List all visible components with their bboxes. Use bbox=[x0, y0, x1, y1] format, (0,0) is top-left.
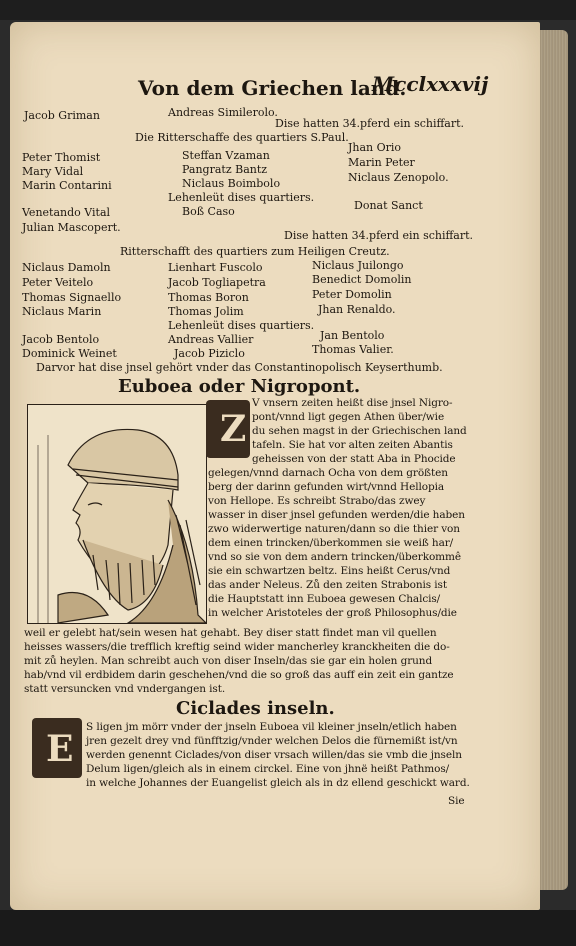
roster-name: Dominick Weinet bbox=[22, 347, 117, 360]
roster-name: Peter Thomist bbox=[22, 151, 101, 164]
text-line: pont/vnnd ligt gegen Athen über/wie bbox=[252, 411, 445, 423]
roster-note: Dise hatten 34.pferd ein schiffart. bbox=[284, 229, 474, 242]
text-line: in welcher Aristoteles der groß Philosophus/die bbox=[208, 607, 457, 619]
text-line: S ligen jm mörr vnder der jnseln Euboea vil kleiner jnseln/etlich haben bbox=[86, 721, 457, 733]
text-line: berg der darinn gefunden wirt/vnnd Hellopia bbox=[208, 481, 444, 493]
text-line: zwo widerwertige naturen/dann so die thier von bbox=[208, 523, 460, 535]
viewer-top-bar bbox=[0, 0, 576, 20]
text-line: Delum ligen/gleich als in einem circkel. Eine von jhnë heißt Pathmos/ bbox=[86, 763, 450, 775]
roster-name: Thomas Boron bbox=[168, 291, 249, 304]
roster-name: Andreas Vallier bbox=[168, 333, 254, 346]
text-line: wasser in diser jnsel gefunden werden/die haben bbox=[208, 509, 465, 521]
text-line: tafeln. Sie hat vor alten zeiten Abantis bbox=[252, 439, 453, 451]
roster-name: Julian Mascopert. bbox=[22, 221, 121, 234]
roster-name: Niclaus Damoln bbox=[22, 261, 111, 274]
roster-name: Niclaus Marin bbox=[22, 305, 102, 318]
roster-note: Darvor hat dise jnsel gehört vnder das Constantinopolisch Keyserthumb. bbox=[36, 361, 443, 374]
roster-name: Mary Vidal bbox=[22, 165, 84, 178]
roster-note: Dise hatten 34.pferd ein schiffart. bbox=[275, 117, 465, 130]
roster-name: Benedict Domolin bbox=[312, 273, 412, 286]
text-line: jren gezelt drey vnd fünfftzig/vnder welchen Delos die fürnemißt ist/vn bbox=[86, 735, 458, 747]
text-line: sie ein schwartzen beltz. Eins heißt Cerus/vnd bbox=[208, 565, 451, 577]
roster-name: Jacob Griman bbox=[24, 109, 100, 122]
roster-name: Marin Contarini bbox=[22, 179, 112, 192]
drop-cap bbox=[32, 718, 82, 778]
roster-name: Pangratz Bantz bbox=[182, 163, 268, 176]
text-line: das ander Neleus. Zů den zeiten Strabonis ist bbox=[208, 579, 447, 591]
roster-name: Niclaus Zenopolo. bbox=[348, 171, 449, 184]
roster-name: Peter Domolin bbox=[312, 288, 392, 301]
drop-cap-letter: E bbox=[46, 728, 74, 770]
text-line: von Hellope. Es schreibt Strabo/das zwey bbox=[208, 495, 426, 507]
roster-name: Jhan Orio bbox=[348, 141, 402, 154]
roster-name: Jhan Renaldo. bbox=[318, 303, 396, 316]
roster-name: Andreas Similerolo. bbox=[168, 106, 278, 119]
text-line: hab/vnd vil erdbidem darin geschehen/vnd die so groß das auff ein zeit ein gantze bbox=[24, 669, 454, 681]
page-edges bbox=[540, 30, 568, 890]
roster-name: Boß Caso bbox=[182, 205, 235, 218]
roster-name: Niclaus Juilongo bbox=[312, 259, 404, 272]
roster-name: Thomas Jolim bbox=[168, 305, 244, 318]
roster-title: Die Ritterschaffe des quartiers S.Paul. bbox=[135, 131, 349, 144]
roster-name: Jacob Piziclo bbox=[174, 347, 245, 360]
text-line: V vnsern zeiten heißt dise jnsel Nigro- bbox=[252, 397, 453, 409]
roster-name: Thomas Signaello bbox=[22, 291, 122, 304]
text-line: heisses wassers/die trefflich kreftig seind wider mancherley kranckheiten die do- bbox=[24, 641, 450, 653]
roster-name: Venetando Vital bbox=[22, 206, 111, 219]
roster-name: Jacob Togliapetra bbox=[168, 276, 266, 289]
roster-name: Lienhart Fuscolo bbox=[168, 261, 263, 274]
text-line: dem einen trincken/überkommen sie weiß har/ bbox=[208, 537, 454, 549]
roster-name: Donat Sanct bbox=[354, 199, 423, 212]
viewer-bottom-bar bbox=[0, 910, 576, 946]
roster-name: Niclaus Boimbolo bbox=[182, 177, 281, 190]
text-line: vnd so sie von dem andern trincken/überkommê bbox=[208, 551, 462, 563]
roster-name: Thomas Valier. bbox=[312, 343, 394, 356]
text-line: gelegen/vnnd darnach Ocha von dem größten bbox=[208, 467, 448, 479]
drop-cap-letter: Z bbox=[220, 408, 247, 450]
text-line: geheissen von der statt Aba in Phocide bbox=[252, 453, 456, 465]
text-line: mit zů heylen. Man schreibt auch von diser Inseln/das sie gar ein holen grund bbox=[24, 655, 433, 667]
roster-name: Peter Veitelo bbox=[22, 276, 94, 289]
text-line: weil er gelebt hat/sein wesen hat gehabt. Bey diser statt findet man vil quellen bbox=[24, 627, 437, 639]
section-heading: Ciclades inseln. bbox=[176, 698, 335, 719]
roster-name: Jan Bentolo bbox=[320, 329, 385, 342]
folio-number: Mcclxxxvij bbox=[372, 72, 489, 96]
roster-subtitle: Lehenleüt dises quartiers. bbox=[168, 319, 315, 332]
roster-subtitle: Lehenleüt dises quartiers. bbox=[168, 191, 315, 204]
roster-name: Marin Peter bbox=[348, 156, 415, 169]
portrait-illustration bbox=[28, 405, 206, 623]
text-line: du sehen magst in der Griechischen land bbox=[252, 425, 467, 437]
text-line: in welche Johannes der Euangelist gleich als in dz ellend geschickt ward. bbox=[86, 777, 470, 789]
roster-title: Ritterschafft des quartiers zum Heiligen Creutz. bbox=[120, 245, 390, 258]
text-line: werden genennt Ciclades/von diser vrsach willen/das sie vmb die jnseln bbox=[86, 749, 462, 761]
text-line: statt versuncken vnd vndergangen ist. bbox=[24, 683, 226, 695]
roster-name: Steffan Vzaman bbox=[182, 149, 270, 162]
running-header: Von dem Griechen land. bbox=[138, 76, 407, 100]
catchword: Sie bbox=[448, 795, 465, 807]
portrait-woodcut bbox=[27, 404, 207, 624]
drop-cap bbox=[206, 400, 250, 458]
roster-name: Jacob Bentolo bbox=[22, 333, 100, 346]
text-line: die Hauptstatt inn Euboea gewesen Chalcis/ bbox=[208, 593, 441, 605]
section-heading: Euboea oder Nigropont. bbox=[118, 376, 361, 397]
